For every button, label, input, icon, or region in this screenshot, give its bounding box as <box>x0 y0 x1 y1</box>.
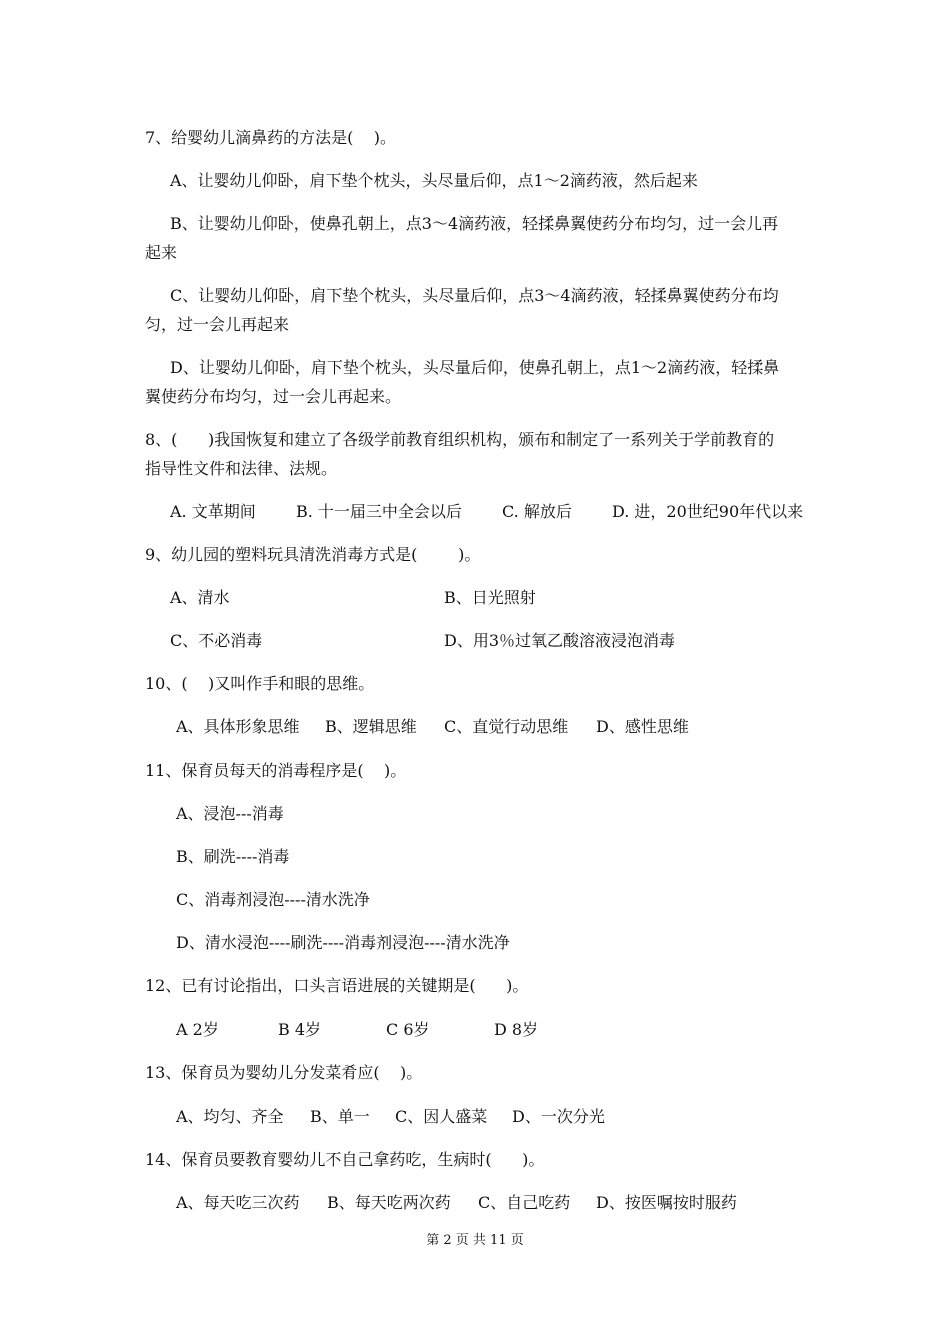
question-8-option-d: D. 进，20世纪90年代以来 <box>612 502 804 521</box>
question-11-option-d: D、清水浸泡----刷洗----消毒剂浸泡----清水洗净 <box>176 933 510 952</box>
question-14-option-b: B、每天吃两次药 <box>327 1193 451 1212</box>
question-10-option-a: A、具体形象思维 <box>176 717 300 736</box>
question-8-option-c: C. 解放后 <box>502 502 572 521</box>
question-11-option-b: B、刷洗----消毒 <box>176 847 290 866</box>
question-7-option-a: A、让婴幼儿仰卧，肩下垫个枕头，头尽量后仰，点1～2滴药液，然后起来 <box>170 171 698 190</box>
question-13-stem: 13、保育员为婴幼儿分发菜肴应( )。 <box>145 1063 423 1082</box>
question-10-option-d: D、感性思维 <box>596 717 689 736</box>
question-13-option-b: B、单一 <box>310 1107 370 1126</box>
question-10-stem: 10、( )又叫作手和眼的思维。 <box>145 674 375 693</box>
question-12-stem: 12、已有讨论指出，口头言语进展的关键期是( )。 <box>145 976 529 995</box>
question-13-option-d: D、一次分光 <box>512 1107 605 1126</box>
question-11-option-c: C、消毒剂浸泡----清水洗净 <box>176 890 370 909</box>
question-13-option-a: A、均匀、齐全 <box>176 1107 284 1126</box>
question-11-option-a: A、浸泡---消毒 <box>176 804 284 823</box>
question-14-option-d: D、按医嘱按时服药 <box>596 1193 737 1212</box>
question-7-option-d: D、让婴幼儿仰卧，肩下垫个枕头，头尽量后仰，使鼻孔朝上，点1～2滴药液，轻揉鼻 <box>170 358 780 377</box>
question-12-option-c: C 6岁 <box>386 1020 430 1039</box>
question-10-option-c: C、直觉行动思维 <box>444 717 569 736</box>
question-11-stem: 11、保育员每天的消毒程序是( )。 <box>145 761 407 780</box>
page-number-footer: 第 2 页 共 11 页 <box>426 1233 524 1248</box>
question-7-option-d-cont: 翼使药分布均匀，过一会儿再起来。 <box>145 387 402 406</box>
question-12-option-d: D 8岁 <box>494 1020 539 1039</box>
question-7-stem: 7、给婴幼儿滴鼻药的方法是( )。 <box>145 128 397 147</box>
question-10-option-b: B、逻辑思维 <box>325 717 417 736</box>
question-9-stem: 9、幼儿园的塑料玩具清洗消毒方式是( )。 <box>145 545 481 564</box>
question-7-option-c-cont: 匀，过一会儿再起来 <box>145 315 290 334</box>
question-8-option-b: B. 十一届三中全会以后 <box>296 502 462 521</box>
question-7-option-c: C、让婴幼儿仰卧，肩下垫个枕头，头尽量后仰，点3～4滴药液，轻揉鼻翼使药分布均 <box>170 286 779 305</box>
question-14-stem: 14、保育员要教育婴幼儿不自己拿药吃，生病时( )。 <box>145 1150 545 1169</box>
question-9-option-d: D、用3％过氧乙酸溶液浸泡消毒 <box>444 631 676 650</box>
question-14-option-a: A、每天吃三次药 <box>176 1193 300 1212</box>
question-7-option-b: B、让婴幼儿仰卧，使鼻孔朝上，点3～4滴药液，轻揉鼻翼使药分布均匀，过一会儿再 <box>170 214 779 233</box>
question-7-option-b-cont: 起来 <box>145 243 178 262</box>
question-12-option-b: B 4岁 <box>278 1020 322 1039</box>
question-12-option-a: A 2岁 <box>176 1020 219 1039</box>
question-13-option-c: C、因人盛菜 <box>395 1107 488 1126</box>
question-8-option-a: A. 文革期间 <box>170 502 256 521</box>
question-14-option-c: C、自己吃药 <box>478 1193 571 1212</box>
question-9-option-b: B、日光照射 <box>444 588 536 607</box>
question-9-option-c: C、不必消毒 <box>170 631 263 650</box>
question-8-stem: 8、( )我国恢复和建立了各级学前教育组织机构，颁布和制定了一系列关于学前教育的 <box>145 430 775 449</box>
question-8-stem-cont: 指导性文件和法律、法规。 <box>145 459 338 478</box>
question-9-option-a: A、清水 <box>170 588 230 607</box>
